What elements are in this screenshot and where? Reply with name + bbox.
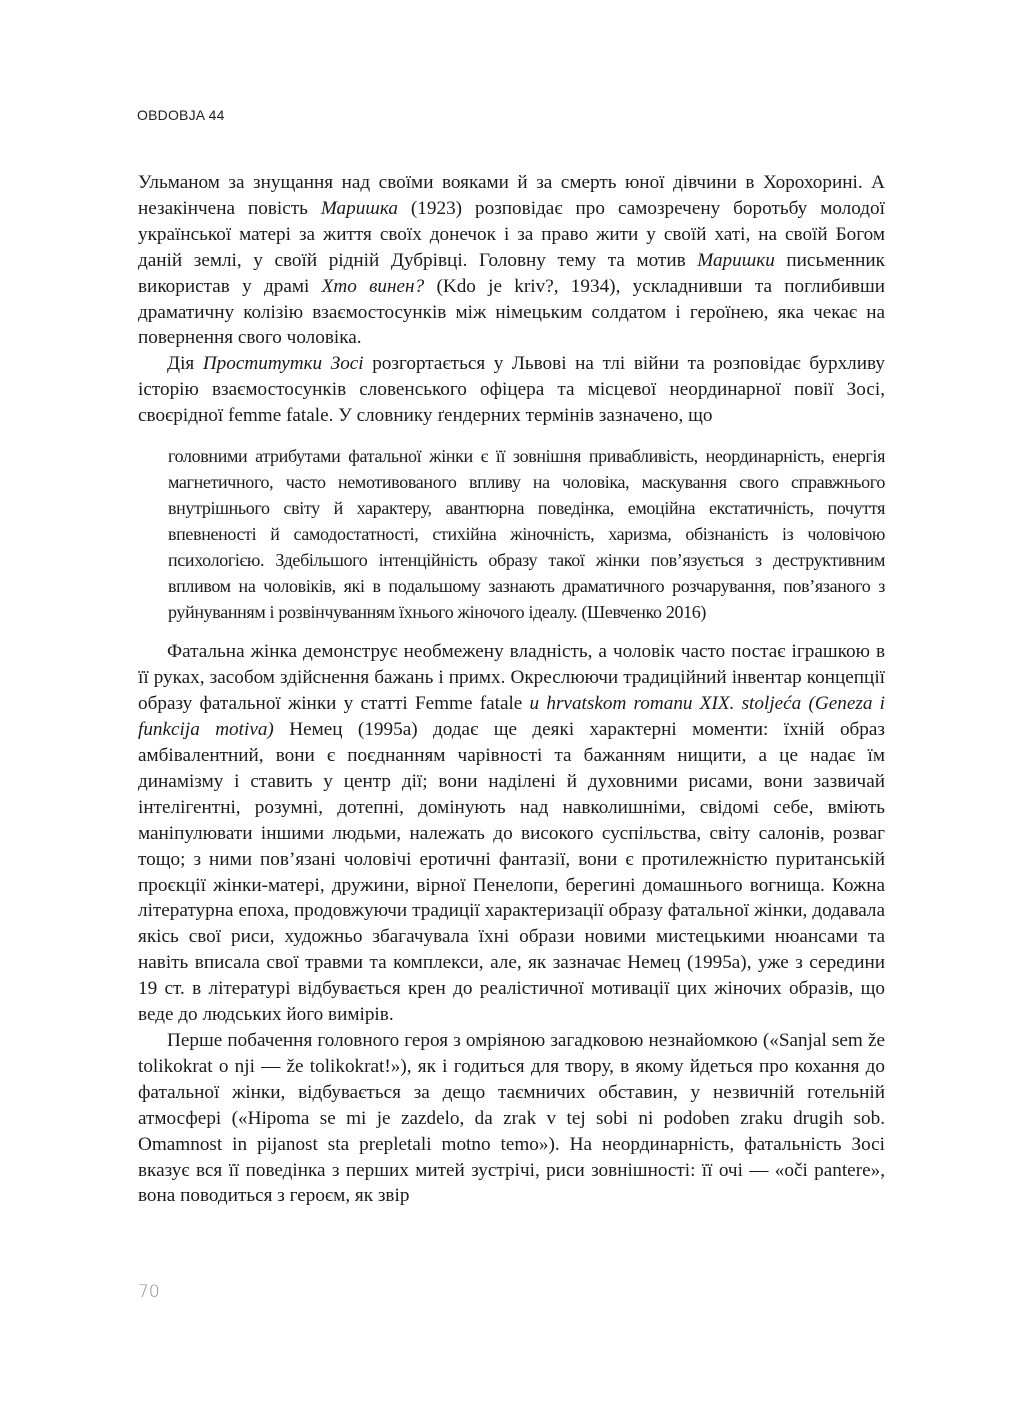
body-text <box>138 170 885 1209</box>
running-head: OBDOBJA 44 <box>137 107 225 123</box>
paragraph <box>138 1028 885 1209</box>
text-run: Дія <box>167 353 203 375</box>
italic-title: Хто винен? <box>321 275 425 297</box>
text-run: розгортається у Львові на тлі війни та розповідає бурхливу історію взаємостосунків словенського офіцера та місцевої неординарної повії Зосі, своєрідної femme fatale. У словнику ґендерних термінів зазначено, що <box>138 353 886 427</box>
page-number: 70 <box>138 1282 160 1302</box>
italic-title: Маришка <box>320 197 398 219</box>
text-run: головними атрибутами фатальної жінки є її зовнішня привабливість, неординарність, енергія магнетичного, часто немотивованого впливу на чоловіка, маскування свого справжнього внутрішнього світу й характеру, авантюрна поведінка, емоційна екстатичність, почуття впевненості й самодостатності, стихійна жіночність, харизма, обізнаність із чоловічою психологією. Здебільшого інтенційність образу такої жінки пов’язується з деструктивним впливом на чоловіків, які в подальшому зазнають драматичного розчарування, пов’язаного з руйнуванням і розвінчуванням їхнього жіночого ідеалу. (Шевченко 2016) <box>168 446 885 622</box>
italic-title: Проститутки Зосі <box>202 353 364 375</box>
paragraph <box>138 170 885 351</box>
text-run: (Kdo je kriv?, 1934), ускладнивши та поглибивши драматичну колізію взаємостосунків між німецьким солдатом і героїнею, яка чекає на повернення свого чоловіка. <box>138 275 885 349</box>
text-run: (1923) розповідає про самозречену боротьбу молодої української матері за життя своїх донечок і за право жити у своїй хаті, на своїй Богом даній землі, у своїй рідній Дубрівці. Головну тему та мотив <box>138 197 885 271</box>
text-run: Немец (1995a) додає ще деякі характерні моменти: їхній образ амбівалентний, вони є поєднанням чарівності та бажанням нищити, а це надає їм динамізму і ставить у центр дії; вони наділені й духовними рисами, вони зазвичай інтелігентні, розумні, дотепні, домінують над навколишніми, свідомі себе, вміють маніпулювати іншими людьми, належать до високого суспільства, світу салонів, розваг тощо; з ними пов’язані чоловічі еротичні фантазії, вони є протилежністю пуританській проєкції жінки-матері, дружини, вірної Пенелопи, берегині домашнього вогнища. Кожна літературна епоха, продовжуючи традиції характеризації образу фатальної жінки, додавала якісь свої риси, художньо збагачувала їхні образи новими мистецькими нюансами та навіть вписала свої травми та комплекси, але, як зазначає Немец (1995a), уже з середини 19 ст. в літературі відбувається крен до реалістичної мотивації цих жіночих образів, що веде до людських його вимірів. <box>138 719 885 1026</box>
text-run: Ульманом за знущання над своїми вояками й за смерть юної дівчини в Хорохорині. А незакінчена повість <box>138 172 885 219</box>
text-run: письменник використав у драмі <box>138 249 885 297</box>
italic-title: u hrvatskom romanu XIX. stoljeća (Geneza i funkcija motiva) <box>138 693 885 741</box>
italic-title: Маришки <box>697 249 775 271</box>
text-run: Перше побачення головного героя з омріяною загадковою незнайомкою («Sanjal sem že tolikokrat o nji — že tolikokrat!»), як і годиться для твору, в якому йдеться про кохання до фатальної жінки, відбувається за дещо таємничих обставин, у незвичній готельній атмосфері («Hipoma se mi je zazdelo, da zrak v tej sobi ni podoben zraku drugih sob. Omamnost in pijanost sta prepletali motno temo»). На неординарність, фатальність Зосі вказує вся її поведінка з перших митей зустрічі, риси зовнішності: її очі — «oči pantere», вона поводиться з героєм, як звір <box>138 1030 885 1207</box>
paragraph <box>138 639 885 1028</box>
block-quote <box>168 444 885 625</box>
paragraph <box>138 351 885 429</box>
text-run: Фатальна жінка демонструє необмежену владність, а чоловік часто постає іграшкою в її руках, засобом здійснення бажань і примх. Окреслюючи традиційний інвентар концепції образу фатальної жінки у статті Femme fatale <box>138 641 885 715</box>
